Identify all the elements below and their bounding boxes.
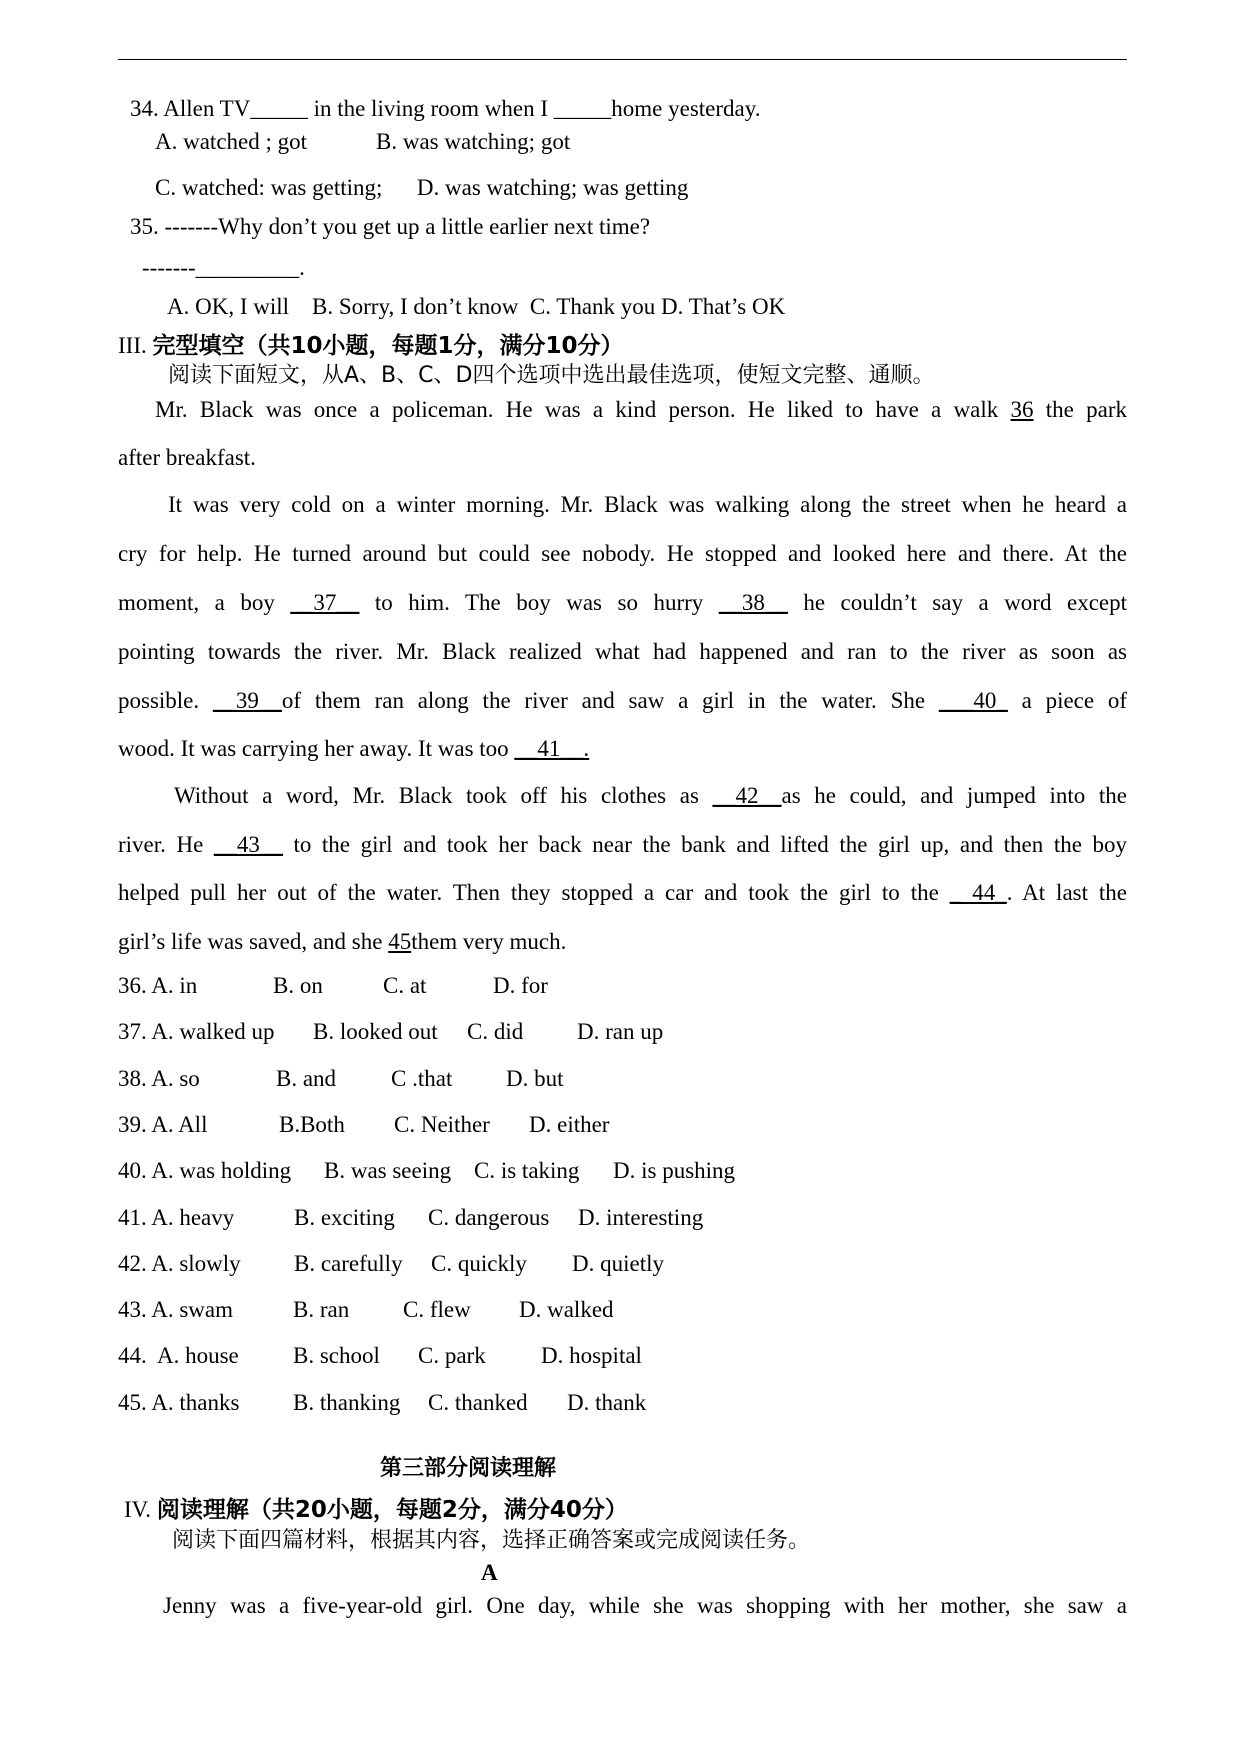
option-42-d: D. quietly [572, 1250, 664, 1276]
passage-line-2: after breakfast. [118, 445, 256, 470]
option-40-c: C. is taking [474, 1158, 580, 1184]
q34-options-cd: C. watched: was getting; D. was watching; was getting [155, 175, 689, 200]
option-44-b: B. school [293, 1343, 380, 1369]
passage-line-8: wood. It was carrying her away. It was too __41__. [118, 736, 590, 761]
option-45-a: 45. A. thanks [118, 1389, 240, 1415]
option-45-d: D. thank [567, 1389, 647, 1415]
section-3-instruction: 阅读下面短文，从A、B、C、D四个选项中选出最佳选项，使短文完整、通顺。 [168, 363, 935, 388]
section-3-title: 完型填空（共10小题，每题1分，满分10分） [152, 333, 624, 359]
option-44-a: 44. A. house [118, 1343, 239, 1369]
option-38-a: 38. A. so [118, 1065, 200, 1091]
section-3-heading [118, 332, 624, 360]
section-4-number: IV. [124, 1497, 152, 1522]
section-3-number: III. [118, 333, 147, 358]
passage-line-9: Without a word, Mr. Black took off his clothes as __42__as he could, and jumped into the [174, 783, 1128, 808]
option-38-d: D. but [506, 1065, 564, 1091]
passage-line-4: cry for help. He turned around but could see nobody. He stopped and looked here and there. At the [118, 541, 1127, 566]
q34-options-ab: A. watched ; got B. was watching; got [155, 129, 571, 154]
blank-45: 45 [388, 929, 412, 954]
option-41-d: D. interesting [578, 1204, 704, 1230]
header-rule [118, 59, 1127, 60]
option-45-b: B. thanking [293, 1389, 401, 1415]
option-44-c: C. park [418, 1343, 486, 1369]
passage-line-10: river. He __43__ to the girl and took her back near the bank and lifted the girl up, and then the boy [118, 832, 1127, 857]
blank-44: _ 44_ [949, 880, 1007, 905]
q34-stem: 34. Allen TV_____ in the living room when I _____home yesterday. [130, 96, 761, 121]
section-4-instruction: 阅读下面四篇材料，根据其内容，选择正确答案或完成阅读任务。 [172, 1528, 811, 1553]
blank-39: __39__ [212, 688, 282, 713]
option-41-c: C. dangerous [428, 1204, 550, 1230]
option-41-a: 41. A. heavy [118, 1204, 235, 1230]
section-4-heading [124, 1496, 628, 1524]
blank-42: __42__ [712, 783, 782, 808]
passage-line-7: possible. __39__of them ran along the river and saw a girl in the water. She ___40_ a piece of [118, 688, 1128, 713]
reading-a-label: A [481, 1560, 498, 1585]
option-36-a: 36. A. in [118, 973, 198, 998]
option-39-c: C. Neither [394, 1111, 490, 1137]
option-40-b: B. was seeing [324, 1158, 452, 1184]
blank-37: __37__ [290, 590, 360, 615]
passage-line-12: girl’s life was saved, and she 45them very much. [118, 929, 567, 954]
blank-36: 36 [1010, 397, 1034, 422]
option-42-b: B. carefully [294, 1250, 403, 1276]
option-36-b: B. on [273, 973, 323, 998]
option-42-a: 42. A. slowly [118, 1250, 241, 1276]
reading-a-line-1: Jenny was a five-year-old girl. One day, while she was shopping with her mother, she saw a [163, 1593, 1127, 1618]
q35-options: A. OK, I will B. Sorry, I don’t know C. Thank you D. That’s OK [167, 294, 786, 319]
option-39-d: D. either [529, 1111, 610, 1137]
option-37-d: D. ran up [577, 1019, 664, 1045]
option-45-c: C. thanked [428, 1389, 528, 1415]
blank-40: ___40_ [938, 688, 1008, 713]
option-42-c: C. quickly [431, 1250, 527, 1276]
section-4-title: 阅读理解（共20小题，每题2分，满分40分） [156, 1497, 628, 1523]
option-36-c: C. at [383, 973, 427, 998]
q35-stem: 35. -------Why don’t you get up a little earlier next time? [130, 214, 651, 239]
option-39-b: B.Both [279, 1111, 345, 1137]
passage-line-6: pointing towards the river. Mr. Black realized what had happened and ran to the river as soon as [118, 639, 1127, 664]
option-43-c: C. flew [403, 1297, 471, 1323]
option-40-d: D. is pushing [613, 1158, 736, 1184]
option-38-b: B. and [276, 1065, 337, 1091]
option-43-a: 43. A. swam [118, 1297, 233, 1323]
part-3-title: 第三部分阅读理解 [380, 1456, 557, 1481]
q35-reply: -------_________. [142, 255, 305, 280]
option-44-d: D. hospital [541, 1343, 642, 1369]
passage-line-1: Mr. Black was once a policeman. He was a kind person. He liked to have a walk 36 the park [155, 397, 1128, 422]
option-40-a: 40. A. was holding [118, 1158, 292, 1184]
option-39-a: 39. A. All [118, 1111, 208, 1137]
passage-line-3: It was very cold on a winter morning. Mr. Black was walking along the street when he heard a [168, 492, 1127, 517]
option-37-a: 37. A. walked up [118, 1019, 275, 1045]
blank-38: __38__ [718, 590, 788, 615]
blank-41: __41__. [514, 736, 590, 761]
option-43-b: B. ran [293, 1297, 350, 1323]
option-41-b: B. exciting [294, 1204, 395, 1230]
passage-line-11: helped pull her out of the water. Then they stopped a car and took the girl to the _ 44_. At last the [118, 880, 1128, 905]
option-43-d: D. walked [519, 1297, 614, 1323]
option-37-c: C. did [467, 1019, 524, 1045]
option-37-b: B. looked out [313, 1019, 438, 1045]
option-36-d: D. for [493, 973, 548, 998]
passage-line-5: moment, a boy __37__ to him. The boy was so hurry __38__ he couldn’t say a word except [118, 590, 1127, 615]
option-38-c: C .that [391, 1065, 453, 1091]
blank-43: __43__ [213, 832, 283, 857]
